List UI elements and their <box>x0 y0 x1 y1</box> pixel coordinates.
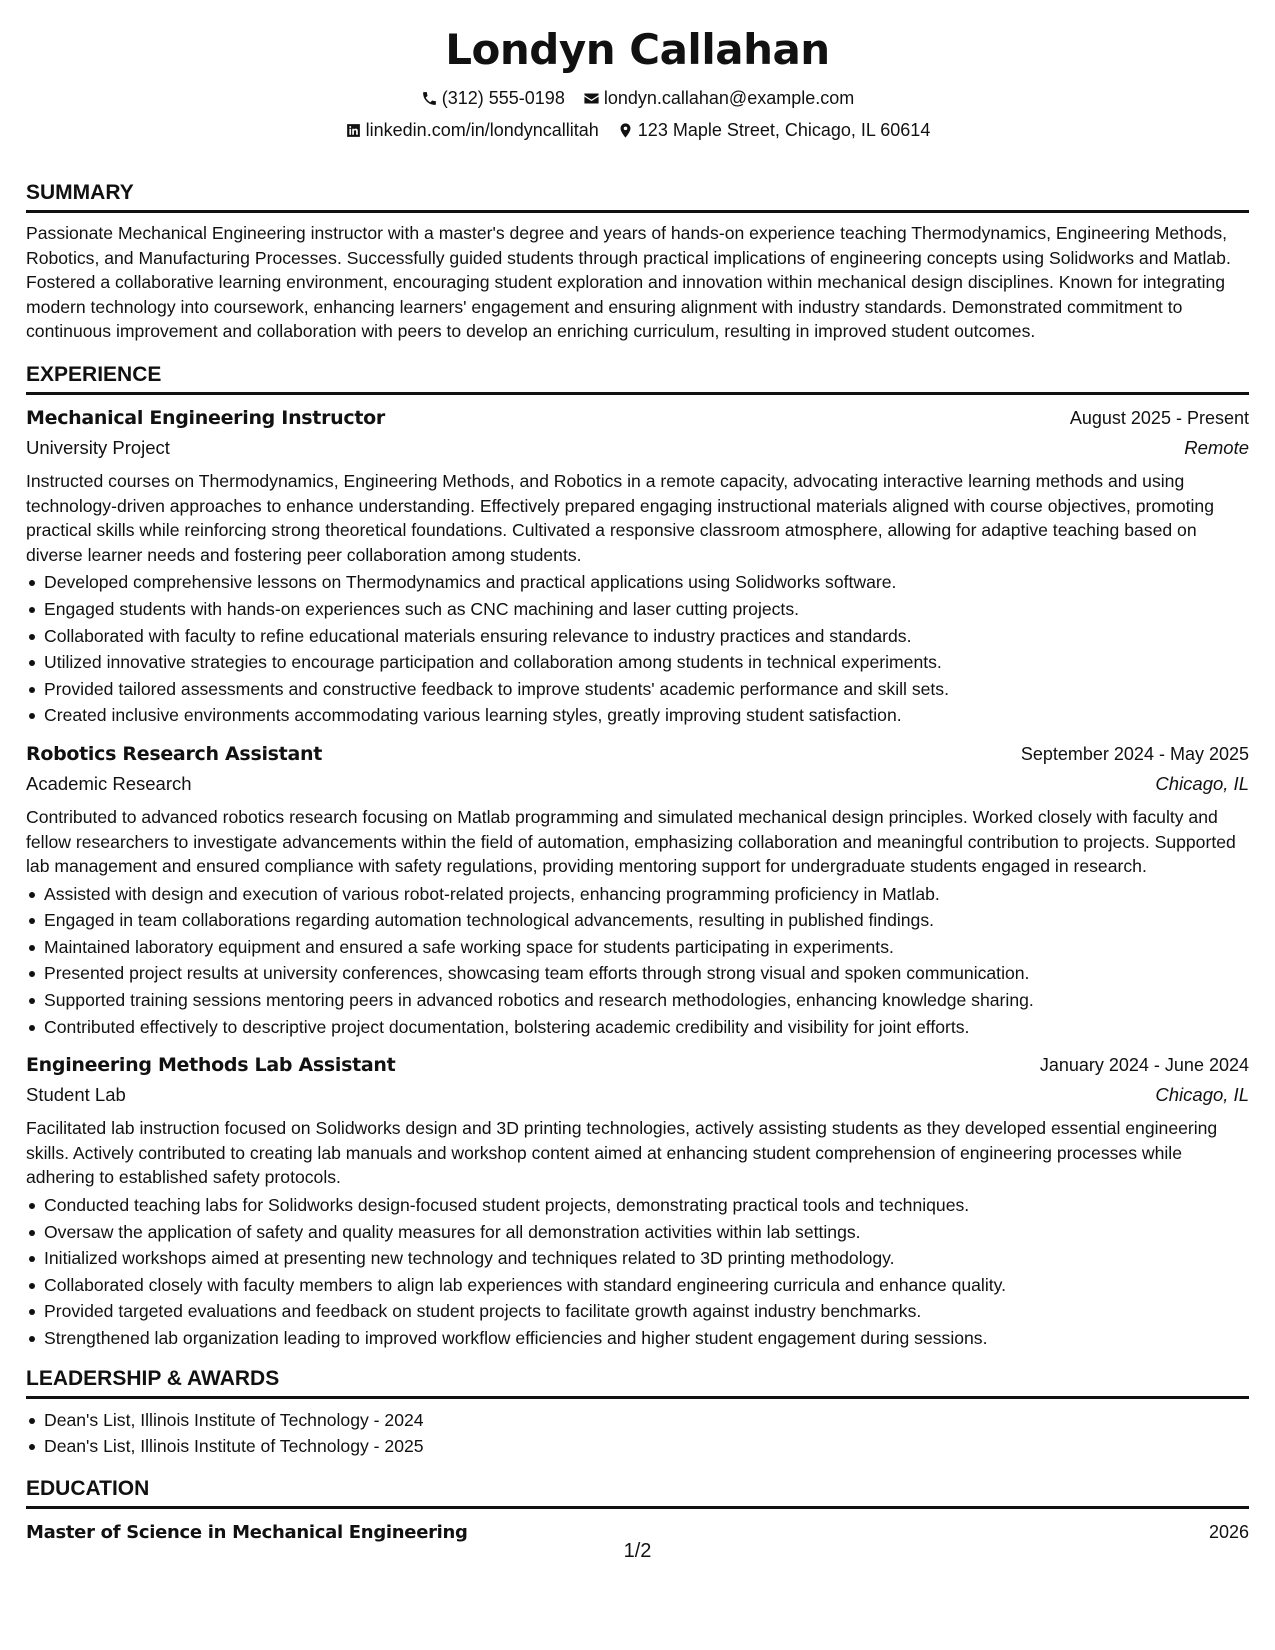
job-entry <box>26 1050 1249 1351</box>
job-location: Chicago, IL <box>1155 1084 1249 1106</box>
linkedin-text[interactable]: linkedin.com/in/londyncallitah <box>365 120 599 140</box>
job-bullets <box>26 1192 1249 1352</box>
list-item: Maintained laboratory equipment and ensured a safe working space for students participating in experiments. <box>26 934 1249 961</box>
list-item: Supported training sessions mentoring peers in advanced robotics and research methodologies, enhancing knowledge sharing. <box>26 987 1249 1014</box>
address-text: 123 Maple Street, Chicago, IL 60614 <box>637 120 931 140</box>
email-text[interactable]: londyn.callahan@example.com <box>603 88 855 108</box>
list-item: Collaborated with faculty to refine educational materials ensuring relevance to industry practices and standards. <box>26 623 1249 650</box>
list-item: Contributed effectively to descriptive project documentation, bolstering academic credibility and visibility for joint efforts. <box>26 1014 1249 1041</box>
list-item: Developed comprehensive lessons on Thermodynamics and practical applications using Solidworks software. <box>26 569 1249 596</box>
list-item: Engaged students with hands-on experiences such as CNC machining and laser cutting projects. <box>26 596 1249 623</box>
list-item: Collaborated closely with faculty members to align lab experiences with standard engineering curricula and enhance quality. <box>26 1272 1249 1299</box>
job-location: Remote <box>1184 436 1249 458</box>
job-dates: January 2024 - June 2024 <box>1039 1055 1249 1076</box>
list-item: Utilized innovative strategies to encourage participation and collaboration among students in technical experiments. <box>26 649 1249 676</box>
list-item: Conducted teaching labs for Solidworks design-focused student projects, demonstrating practical tools and techniques. <box>26 1192 1249 1219</box>
job-organization: University Project <box>26 436 170 458</box>
awards-list <box>26 1407 1249 1460</box>
list-item: Provided tailored assessments and constructive feedback to improve students' academic performance and skill sets. <box>26 676 1249 703</box>
job-bullets <box>26 569 1249 729</box>
job-dates: August 2025 - Present <box>1069 407 1249 428</box>
job-organization: Student Lab <box>26 1084 126 1106</box>
envelope-icon <box>583 90 600 107</box>
experience-heading: EXPERIENCE <box>26 362 1249 395</box>
education-year: 2026 <box>1208 1521 1249 1542</box>
map-pin-icon <box>617 122 634 139</box>
job-location: Chicago, IL <box>1155 772 1249 794</box>
list-item: Dean's List, Illinois Institute of Technology - 2024 <box>26 1407 1249 1434</box>
list-item: Created inclusive environments accommodating various learning styles, greatly improving student satisfaction. <box>26 702 1249 729</box>
education-heading: EDUCATION <box>26 1476 1249 1509</box>
job-description: Instructed courses on Thermodynamics, Engineering Methods, and Robotics in a remote capacity, advocating interactive learning methods and using technology-driven approaches to enhance understanding. Effectively prepared engaging instructional materials aligned with course objectives, promoting practical skills while reinforcing strong theoretical foundations. Cultivated a responsive classroom atmosphere, allowing for adaptive teaching based on diverse learner needs and fostering peer collaboration among students. <box>26 470 1214 565</box>
list-item: Engaged in team collaborations regarding automation technological advancements, resulting in published findings. <box>26 907 1249 934</box>
phone-text: (312) 555-0198 <box>441 88 565 108</box>
contact-phone <box>421 84 565 112</box>
job-bullets <box>26 881 1249 1041</box>
experience-section <box>26 362 1249 1352</box>
candidate-name: Londyn Callahan <box>445 25 830 74</box>
contact-row-1 <box>26 84 1249 112</box>
resume-page <box>26 0 1249 1548</box>
contact-row-2 <box>26 116 1249 144</box>
job-title: Robotics Research Assistant <box>26 742 322 765</box>
list-item: Oversaw the application of safety and quality measures for all demonstration activities within lab settings. <box>26 1219 1249 1246</box>
list-item: Initialized workshops aimed at presenting new technology and techniques related to 3D printing methodology. <box>26 1245 1249 1272</box>
list-item: Presented project results at university conferences, showcasing team efforts through strong visual and spoken communication. <box>26 960 1249 987</box>
page-number: 1/2 <box>623 1540 652 1562</box>
list-item: Dean's List, Illinois Institute of Technology - 2025 <box>26 1433 1249 1460</box>
job-description: Contributed to advanced robotics research focusing on Matlab programming and simulated mechanical design principles. Worked closely with faculty and fellow researchers to investigate advancements within the field of automation, emphasizing collaboration and meaningful contribution to projects. Supported lab management and ensured compliance with safety regulations, providing mentoring support for undergraduate students engaged in research. <box>26 806 1236 877</box>
contact-address <box>617 116 931 144</box>
list-item: Strengthened lab organization leading to improved workflow efficiencies and higher student engagement during sessions. <box>26 1325 1249 1352</box>
list-item: Assisted with design and execution of various robot-related projects, enhancing programming proficiency in Matlab. <box>26 881 1249 908</box>
resume-header <box>26 0 1249 144</box>
education-degree: Master of Science in Mechanical Engineering <box>26 1521 468 1543</box>
awards-heading: LEADERSHIP & AWARDS <box>26 1366 1249 1399</box>
contact-linkedin[interactable] <box>345 116 599 144</box>
summary-section <box>26 180 1249 344</box>
education-section <box>26 1476 1249 1548</box>
job-organization: Academic Research <box>26 772 192 794</box>
job-entry <box>26 403 1249 729</box>
job-dates: September 2024 - May 2025 <box>1020 743 1249 764</box>
job-title: Mechanical Engineering Instructor <box>26 406 385 429</box>
awards-section <box>26 1366 1249 1460</box>
job-entry <box>26 739 1249 1040</box>
summary-text: Passionate Mechanical Engineering instructor with a master's degree and years of hands-on experience teaching Thermodynamics, Engineering Methods, Robotics, and Manufacturing Processes. Successfully guided students through practical implications of engineering concepts using Solidworks and Matlab. Fostered a collaborative learning environment, encouraging student exploration and innovation within mechanical design disciplines. Known for integrating modern technology into coursework, enhancing learners' engagement and ensuring alignment with industry standards. Demonstrated commitment to continuous improvement and collaboration with peers to develop an enriching curriculum, resulting in improved student outcomes. <box>26 223 1231 342</box>
list-item: Provided targeted evaluations and feedback on student projects to facilitate growth against industry benchmarks. <box>26 1298 1249 1325</box>
phone-icon <box>421 90 438 107</box>
summary-heading: SUMMARY <box>26 180 1249 213</box>
job-description: Facilitated lab instruction focused on Solidworks design and 3D printing technologies, actively assisting students as they developed essential engineering skills. Actively contributed to creating lab manuals and workshop content aimed at enhancing student comprehension of engineering processes while adhering to established safety protocols. <box>26 1118 1218 1188</box>
job-title: Engineering Methods Lab Assistant <box>26 1054 396 1077</box>
contact-email[interactable] <box>583 84 854 112</box>
linkedin-icon <box>345 122 362 139</box>
